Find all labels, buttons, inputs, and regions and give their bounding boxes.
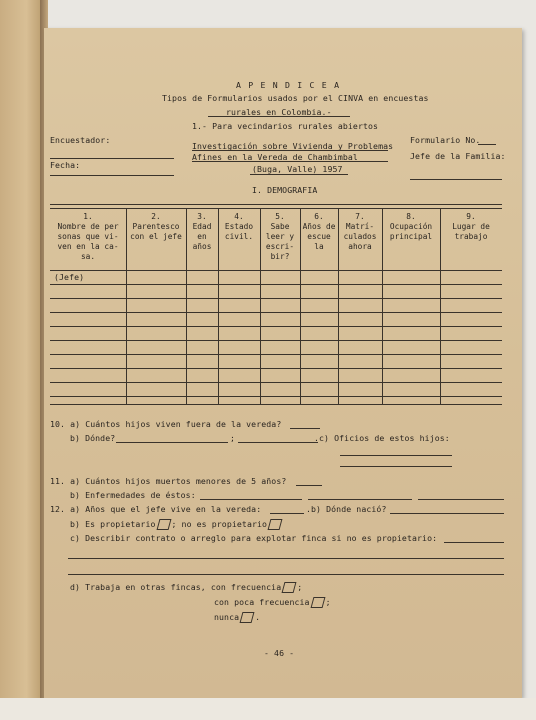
q12c-answer-3[interactable]: [68, 574, 504, 575]
col-head-6: 6. Años de escue la: [302, 212, 336, 251]
formulario-label: Formulario No.: [410, 135, 481, 145]
col-head-3: 3. Edad en años: [192, 212, 212, 251]
no-propietario-checkbox[interactable]: [268, 519, 283, 530]
formulario-line[interactable]: [478, 144, 496, 145]
jefe-familia-line[interactable]: [410, 179, 502, 180]
q11a-answer[interactable]: [296, 485, 322, 486]
header-line-3: 1.- Para vecindarios rurales abiertos: [192, 121, 379, 131]
qd-label: d) Trabaja en otras fincas, con frecuencia: [70, 582, 282, 592]
col-head-1: 1. Nombre de per sonas que vi- ven en la ca- sa.: [57, 212, 119, 261]
q10c-answer-2[interactable]: [340, 466, 452, 467]
col-head-7: 7. Matrí- culados ahora: [343, 212, 377, 251]
q12b-text: [70, 519, 283, 530]
poca-frecuencia-checkbox[interactable]: [310, 597, 325, 608]
fecha-line[interactable]: [50, 175, 174, 176]
jefe-familia-label: Jefe de la Familia:: [410, 151, 506, 161]
study-title-2: Afines en la Vereda de Chambimbal: [192, 152, 358, 162]
q10c-text: .c) Oficios de estos hijos:: [314, 433, 450, 443]
q12ab-text: .b) Dónde nació?: [306, 504, 387, 514]
page-number: - 46 -: [264, 648, 295, 658]
qd2-label: con poca frecuencia: [214, 597, 310, 607]
q12c-text: c) Describir contrato o arreglo para explotar finca si no es propietario:: [70, 533, 438, 543]
qd3-label: nunca: [214, 612, 240, 622]
section-title: I. DEMOGRAFIA: [252, 185, 318, 195]
study-title-1: Investigación sobre Vivienda y Problemas: [192, 141, 394, 151]
propietario-checkbox[interactable]: [156, 519, 171, 530]
document-page: [44, 28, 522, 698]
q11b-answer-2[interactable]: [308, 499, 412, 500]
q10b-sep: ;: [230, 433, 236, 443]
background-surface: [0, 698, 536, 720]
frecuencia-checkbox[interactable]: [282, 582, 297, 593]
q12a-answer[interactable]: [270, 513, 304, 514]
col-head-4: 4. Estado civil.: [224, 212, 254, 241]
demographics-table: [50, 204, 502, 406]
qd-text: d) Trabaja en otras fincas, con frecuencia ;: [70, 582, 303, 592]
nunca-checkbox[interactable]: [240, 612, 255, 623]
study-underline-1: [192, 150, 388, 151]
q12c-answer-1[interactable]: [444, 542, 504, 543]
qd3-text: nunca .: [214, 612, 261, 622]
study-underline-3: [250, 174, 348, 175]
qd2-text: con poca frecuencia ;: [214, 597, 331, 607]
q11b-answer-1[interactable]: [200, 499, 302, 500]
encuestador-label: Encuestador:: [50, 135, 111, 145]
header-underline: [208, 116, 350, 117]
q12c-answer-2[interactable]: [68, 558, 504, 559]
header-line-1: Tipos de Formularios usados por el CINVA en encuestas: [162, 93, 429, 103]
header-line-2: rurales en Colombia.-: [226, 107, 332, 117]
q10b-text: b) Dónde?: [70, 433, 116, 443]
fecha-label: Fecha:: [50, 160, 81, 170]
encuestador-line[interactable]: [50, 158, 174, 159]
q10b-answer-2[interactable]: [238, 442, 318, 443]
appendix-title: A P E N D I C E A: [236, 80, 341, 90]
study-title-3: (Buga, Valle) 1957: [252, 164, 343, 174]
study-underline-2: [192, 161, 388, 162]
q10a-text: 10. a) Cuántos hijos viven fuera de la vereda?: [50, 419, 282, 429]
q12a-text: 12. a) Años que el jefe vive en la vereda:: [50, 504, 262, 514]
q12b-prefix: b) Es propietario: [70, 519, 156, 529]
col-head-9: 9. Lugar de trabajo: [452, 212, 490, 241]
col-head-8: 8. Ocupación principal: [389, 212, 433, 241]
q10a-answer[interactable]: [290, 428, 320, 429]
q11b-answer-3[interactable]: [418, 499, 504, 500]
col-head-2: 2. Parentesco con el jefe: [130, 212, 182, 241]
col-head-5: 5. Sabe leer y escri- bir?: [265, 212, 295, 261]
q12ab-answer[interactable]: [390, 513, 504, 514]
q12b-mid: ; no es propietario: [171, 519, 268, 529]
q11a-text: 11. a) Cuántos hijos muertos menores de 5 años?: [50, 476, 287, 486]
q10c-answer-1[interactable]: [340, 455, 452, 456]
jefe-row-label: (Jefe): [54, 272, 85, 282]
q11b-text: b) Enfermedades de éstos:: [70, 490, 196, 500]
previous-page-edge: [0, 0, 44, 720]
q10b-answer-1[interactable]: [116, 442, 228, 443]
